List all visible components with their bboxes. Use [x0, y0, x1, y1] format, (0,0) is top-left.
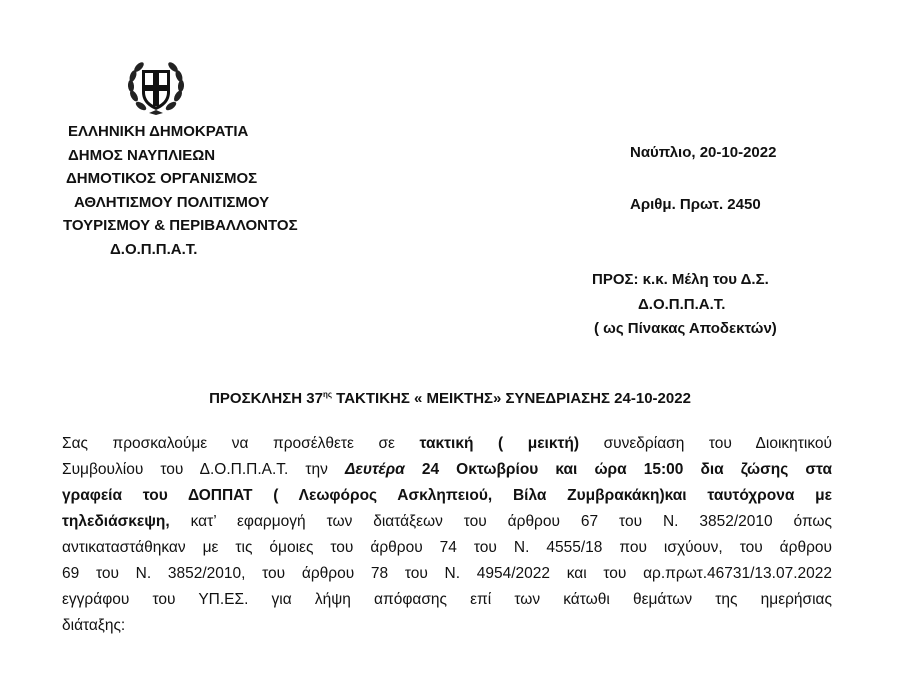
issuer-line: ΕΛΛΗΝΙΚΗ ΔΗΜΟΚΡΑΤΙΑ	[68, 123, 249, 140]
teleconference-label: τηλεδιάσκεψη,	[62, 513, 170, 530]
body-line: γραφεία του ΔΟΠΠΑΤ ( Λεωφόρος Ασκληπειού, Βίλα Ζυμβρακάκη)και ταυτόχρονα με	[62, 487, 832, 504]
body-line	[62, 431, 832, 457]
recipients-block	[592, 268, 777, 342]
body-line	[62, 509, 832, 535]
issuer-line: ΔΗΜΟΣ ΝΑΥΠΛΙΕΩΝ	[68, 146, 216, 164]
meeting-day: Δευτέρα	[345, 461, 405, 478]
title-superscript: ης	[322, 390, 332, 399]
body-text-segment: Σας προσκαλούμε να προσέλθετε σε	[62, 435, 420, 452]
body-line: 69 του Ν. 3852/2010, του άρθρου 78 του Ν. 4954/2022 και του αρ.πρωτ.46731/13.07.2022	[62, 565, 832, 582]
body-line: αντικαταστάθηκαν με τις όμοιες του άρθρου 74 του Ν. 4555/18 που ισχύουν, του άρθρου	[62, 539, 832, 556]
protocol-number: Αριθμ. Πρωτ. 2450	[630, 196, 761, 213]
issuer-line: ΑΘΛΗΤΙΣΜΟΥ ΠΟΛΙΤΙΣΜΟΥ	[74, 193, 270, 211]
body-line: διάταξης:	[62, 617, 126, 634]
issuer-line: Δ.Ο.Π.Π.Α.Τ.	[110, 240, 198, 258]
title-prefix: ΠΡΟΣΚΛΗΣΗ 37	[209, 390, 323, 407]
title-suffix: ΤΑΚΤΙΚΗΣ « ΜΕΙΚΤΗΣ» ΣΥΝΕΔΡΙΑΣΗΣ 24-10-2022	[331, 390, 691, 407]
greek-state-emblem-icon	[125, 56, 187, 118]
document-title	[0, 390, 900, 407]
body-line: εγγράφου του ΥΠ.ΕΣ. για λήψη απόφασης επί των κάτωθι θεμάτων της ημερήσιας	[62, 591, 832, 608]
recipients-line: Δ.Ο.Π.Π.Α.Τ.	[638, 295, 726, 313]
body-line	[62, 457, 832, 483]
recipients-line: ΠΡΟΣ: κ.κ. Μέλη του Δ.Σ.	[592, 271, 769, 288]
body-text-segment: κατ’ εφαρμογή των διατάξεων του άρθρου 67 του Ν. 3852/2010 όπως	[169, 513, 832, 530]
issuer-line: ΔΗΜΟΤΙΚΟΣ ΟΡΓΑΝΙΣΜΟΣ	[66, 170, 258, 187]
meeting-type: τακτική ( μεικτή)	[419, 435, 580, 452]
invitation-body	[62, 431, 832, 639]
recipients-line: ( ως Πίνακας Αποδεκτών)	[594, 320, 777, 337]
body-text-segment: συνεδρίαση του Διοικητικού	[579, 435, 833, 452]
body-text-segment: Συμβουλίου του Δ.Ο.Π.Π.Α.Τ. την	[62, 461, 346, 478]
issuer-line: ΤΟΥΡΙΣΜΟΥ & ΠΕΡΙΒΑΛΛΟΝΤΟΣ	[63, 217, 298, 234]
meeting-datetime: 24 Οκτωβρίου και ώρα 15:00 δια ζώσης στα	[404, 461, 832, 478]
issuer-block	[60, 120, 360, 261]
place-date: Ναύπλιο, 20-10-2022	[630, 144, 777, 161]
